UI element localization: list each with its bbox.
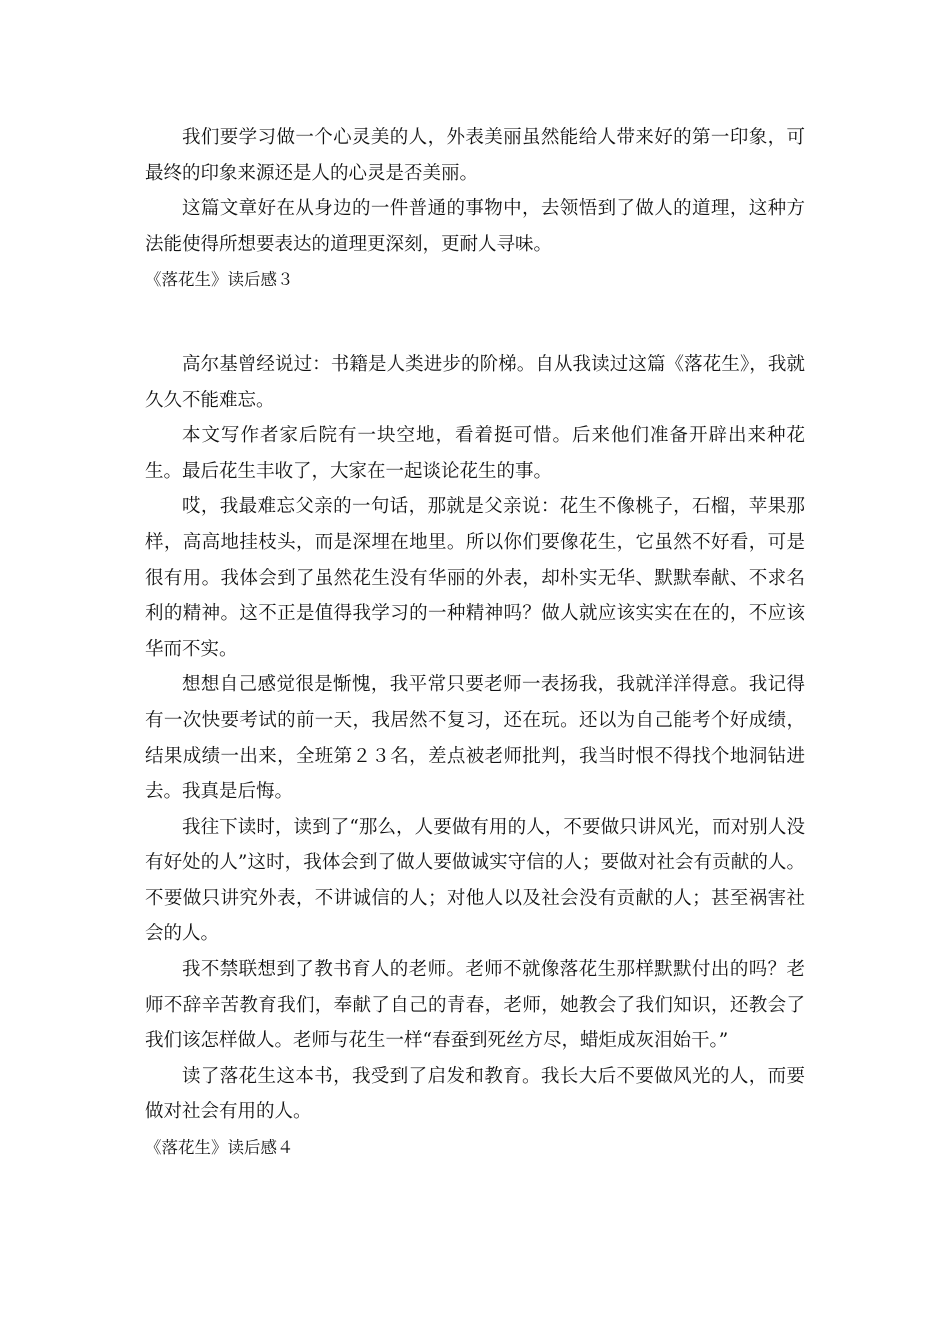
section-heading: 《落花生》读后感３ bbox=[145, 270, 294, 290]
document-body bbox=[145, 120, 805, 1166]
section-gap bbox=[145, 298, 805, 347]
paragraph: 我不禁联想到了教书育人的老师。老师不就像落花生那样默默付出的吗？老师不辞辛苦教育我们，奉献了自己的青春，老师，她教会了我们知识，还教会了我们该怎样做人。老师与花生一样“春蚕到死丝方尽，蜡炬成灰泪始干。” bbox=[145, 959, 805, 1052]
paragraph: 哎，我最难忘父亲的一句话，那就是父亲说：花生不像桃子，石榴，苹果那样，高高地挂枝头，而是深埋在地里。所以你们要像花生，它虽然不好看，可是很有用。我体会到了虽然花生没有华丽的外表，却朴实无华、默默奉献、不求名利的精神。这不正是值得我学习的一种精神吗？做人就应该实实在在的，不应该华而不实。 bbox=[145, 496, 805, 660]
paragraph: 这篇文章好在从身边的一件普通的事物中，去领悟到了做人的道理，这种方法能使得所想要表达的道理更深刻，更耐人寻味。 bbox=[145, 198, 805, 255]
paragraph: 本文写作者家后院有一块空地，看着挺可惜。后来他们准备开辟出来种花生。最后花生丰收了，大家在一起谈论花生的事。 bbox=[145, 425, 805, 482]
paragraph: 高尔基曾经说过：书籍是人类进步的阶梯。自从我读过这篇《落花生》，我就久久不能难忘。 bbox=[145, 353, 805, 411]
section-heading: 《落花生》读后感４ bbox=[145, 1138, 294, 1158]
paragraph: 想想自己感觉很是惭愧，我平常只要老师一表扬我，我就洋洋得意。我记得有一次快要考试的前一天，我居然不复习，还在玩。还以为自己能考个好成绩，结果成绩一出来，全班第２３名，差点被老师批判，我当时恨不得找个地洞钻进去。我真是后悔。 bbox=[145, 674, 805, 803]
paragraph: 读了落花生这本书，我受到了启发和教育。我长大后不要做风光的人，而要做对社会有用的人。 bbox=[145, 1065, 805, 1123]
paragraph: 我们要学习做一个心灵美的人，外表美丽虽然能给人带来好的第一印象，可最终的印象来源还是人的心灵是否美丽。 bbox=[145, 127, 805, 184]
paragraph: 我往下读时，读到了“那么，人要做有用的人，不要做只讲风光，而对别人没有好处的人”这时，我体会到了做人要做诚实守信的人；要做对社会有贡献的人。不要做只讲究外表，不讲诚信的人；对他人以及社会没有贡献的人；甚至祸害社会的人。 bbox=[145, 816, 805, 945]
